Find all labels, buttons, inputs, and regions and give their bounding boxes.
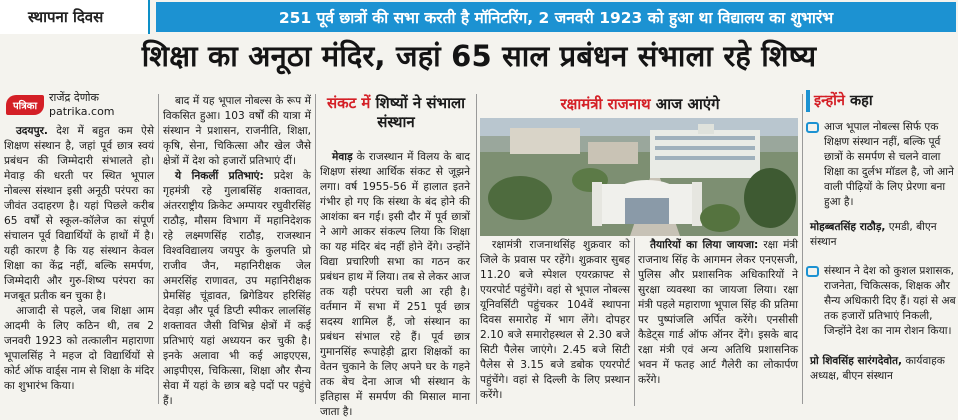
rajnath-subheading: रक्षामंत्री राजनाथ आज आएंगे — [560, 95, 720, 113]
column-divider — [802, 94, 803, 404]
quote-icon — [806, 122, 819, 133]
article-column-1 — [4, 124, 154, 406]
col1-para-1: देश में बहुत कम ऐसे शिक्षण संस्थान है, जहां पूर्व छात्र स्वयं प्रबंधन की जिम्मेदारी संभालते हो। मेवाड़ की धरती पर स्थित भूपाल नोबल्स संस्थान इसी अनूठी परंपरा का जीवंत उदाहरण है। यहां पिछले करीब 65 वर्षों से स्कूल-कॉलेज का संपूर्ण संचालन पूर्व विद्यार्थियों के हाथों में है। यही कारण है कि यह संस्थान केवल शिक्षा का केंद्र नहीं, बल्कि समर्पण, जिम्मेदारी और गुरु-शिष्य परंपरा का मजबूत प्रतीक बन चुका है। — [4, 125, 154, 302]
col3-para-1: के राजस्थान में विलय के बाद शिक्षण संस्था आर्थिक संकट से जूझने लगा। वर्ष 1955-56 में हालात इतने गंभीर हो गए कि संस्था के बंद होने की आशंका बन गई। इसी दौर में पूर्व छात्रों ने आगे आकर संकल्प लिया कि शिक्षा का यह मंदिर बंद नहीं होने देंगे। उन्होंने विद्या प्रचारिणी सभा का गठन कर प्रबंधन हाथ में लिया। तब से लेकर आज तक यही परंपरा चली आ रही है। वर्तमान में सभा में 251 पूर्व छात्र सदस्य शामिल हैं, जो संस्थान का प्रबंधन संभाल रहे हैं। पूर्व छात्र गुमानसिंह रूपाहेड़ी द्वारा शिक्षकों का वेतन चुकाने के लिए अपने घर के गहने तक बेच देना आज भी संस्थान के इतिहास में समर्पण की मिसाल माना जाता है। — [320, 151, 470, 418]
subhead-preparations: तैयारियों का लिया जायजा: — [650, 239, 759, 251]
section-kicker: स्थापना दिवस — [0, 0, 150, 34]
rajnath-schedule: रक्षामंत्री राजनाथसिंह शुक्रवार को जिले के प्रवास पर रहेंगे। शुक्रवार सुबह 11.20 बजे स्पेशल एयरक्राफ्ट से एयरपोर्ट पहुंचेंगे। वहां से भूपाल नोबल्स यूनिवर्सिटी पहुंचकर 104वें स्थापना दिवस समारोह में भाग लेंगे। दोपहर 2.10 बजे समारोहस्थल से 2.30 बजे सिटी पैलेस जाएंगे। 2.45 बजे सिटी पैलेस से 3.15 बजे डबोक एयरपोर्ट पहुंचेंगे। वहां से दिल्ली के लिए प्रस्थान करेंगे। — [480, 239, 630, 401]
quote-icon — [806, 266, 819, 277]
column-divider — [315, 94, 316, 404]
campus-aerial-photo — [480, 118, 798, 236]
column-divider — [476, 94, 477, 404]
strapline: 251 पूर्व छात्रों की सभा करती है मॉनिटरिंग, 2 जनवरी 1923 को हुआ था विद्यालय का शुभारंभ — [156, 2, 956, 32]
patrika-logo: पत्रिका — [6, 95, 44, 115]
dateline: उदयपुर. — [16, 125, 48, 137]
rajnath-preparations: रक्षा मंत्री राजनाथ सिंह के आगमन लेकर एनएसजी, पुलिस और प्रशासनिक अधिकारियों ने सुरक्षा व्यवस्था का जायजा लिया। रक्षा मंत्री पहले महाराणा भूपाल सिंह की प्रतिमा पर पुष्पांजलि अर्पित करेंगे। एनसीसी कैडेट्स गार्ड ऑफ ऑनर देंगे। इसके बाद रक्षा मंत्री एवं अन्य अतिथि प्रशासनिक भवन में फतह आर्ट गैलेरी का लोकार्पण करेंगे। — [638, 239, 798, 386]
column-divider — [634, 238, 635, 406]
top-strip — [0, 0, 958, 34]
article-column-2 — [163, 94, 311, 406]
quote-1-attribution: मोहब्बतसिंह राठौड़, एमडी, बीएन संस्थान — [810, 221, 937, 248]
col3-lead: मेवाड़ — [332, 151, 353, 163]
byline — [6, 88, 154, 122]
quote-1: आज भूपाल नोबल्स सिर्फ एक शिक्षण संस्थान नहीं, बल्कि पूर्व छात्रों के समर्पण से चलने वाला शिक्षा का दुर्लभ मॉडल है, जो आने वाली पीढ़ियों के लिए प्रेरणा बना हुआ है। — [806, 120, 956, 210]
rajnath-column-2 — [638, 238, 798, 408]
byline-name: राजेंद्र देणोक — [49, 91, 99, 104]
quote-2: संस्थान ने देश को कुशल प्रशासक, राजनेता, चिकित्सक, शिक्षक और सैन्य अधिकारी दिए हैं। यहां से अब तक हजारों प्रतिभाएं निकली, जिन्होंने देश का नाम रोशन किया। — [806, 264, 956, 339]
col1-para-2: आजादी से पहले, जब शिक्षा आम आदमी के लिए कठिन थी, तब 2 जनवरी 1923 को तत्कालीन महाराणा भूपालसिंह ने महज दो विद्यार्थियों से कोर्ट ऑफ वार्ड्स नाम से शिक्षा के मंदिर का शुभारंभ किया। — [4, 305, 154, 392]
campus-photo-illustration — [480, 118, 798, 236]
quote-2-attribution: प्रो शिवसिंह सारंगदेवोत, कार्यवाहक अध्यक्ष, बीएन संस्थान — [810, 355, 945, 382]
byline-url: patrika.com — [49, 105, 115, 118]
rajnath-column-1 — [480, 238, 630, 408]
col2-para-1: बाद में यह भूपाल नोबल्स के रूप में विकसित हुआ। 103 वर्षों की यात्रा में संस्थान ने प्रशासन, राजनीति, शिक्षा, कृषि, सेना, चिकित्सा और खेल जैसे क्षेत्रों में देश को हजारों प्रतिभाएं दीं। — [163, 95, 311, 167]
column-divider — [158, 94, 159, 404]
col2-para-2: प्रदेश के गृहमंत्री रहे गुलाबसिंह शक्तावत, अंतरराष्ट्रीय क्रिकेट अम्पायर रघुवीरसिंह राठौड़, मौसम विभाग में महानिदेशक रहे लक्ष्मणसिंह राठौड़, राजस्थान विश्वविद्यालय जयपुर के कुलपति प्रो राजीव जैन, महानिरीक्षक जेल अमरसिंह राणावत, उप महानिरीक्षक प्रेमसिंह चूंडावत, ब्रिगेडियर हरिसिंह देवड़ा और पूर्व डिप्टी स्पीकर लालसिंह शक्तावत जैसी विभिन्न क्षेत्रों में कई प्रतिभाएं यहां अध्ययन कर चुकी है। इनके अलावा भी कई आइएएस, आइपीएस, चिकित्सा, शिक्षा और सैन्य सेवा में यहां के छात्र बड़े पदों पर पहुंचे हैं। — [163, 170, 311, 407]
headline: शिक्षा का अनूठा मंदिर, जहां 65 साल प्रबंधन संभाला रहे शिष्य — [141, 39, 817, 73]
crisis-subheading: संकट में शिष्यों ने संभाला संस्थान — [326, 94, 466, 131]
quotes-box — [806, 90, 956, 408]
quotes-heading: इन्होंने कहा — [806, 90, 956, 112]
subhead-talents: ये निकलीं प्रतिभाएं: — [175, 170, 264, 182]
article-column-3 — [320, 150, 470, 418]
